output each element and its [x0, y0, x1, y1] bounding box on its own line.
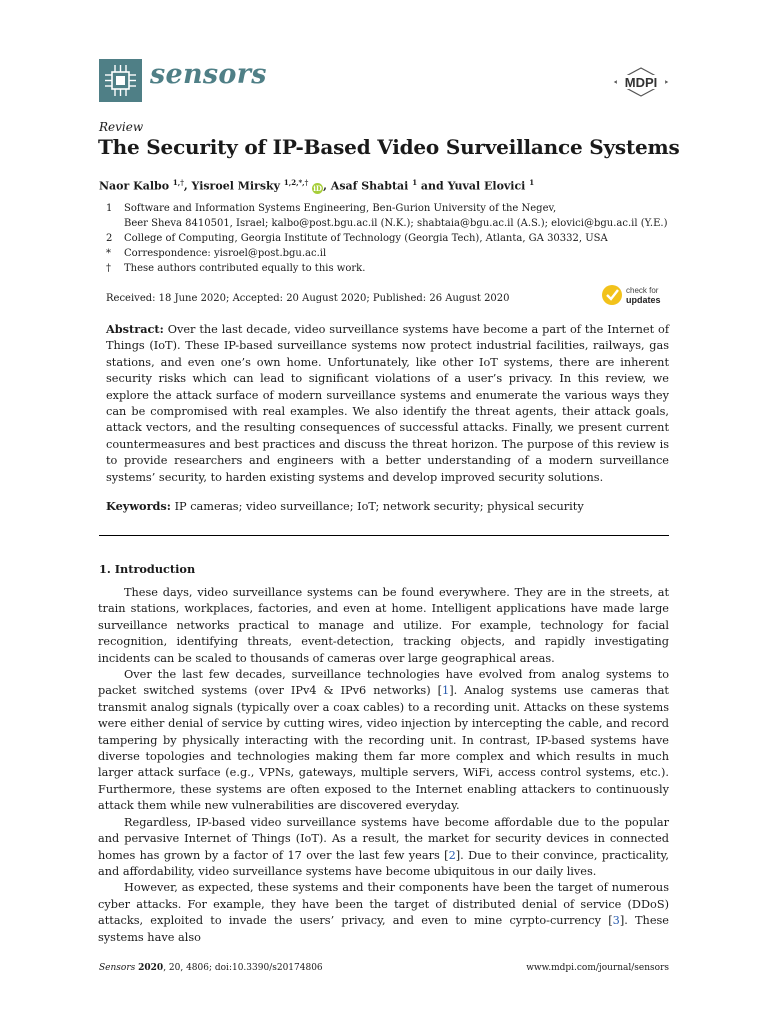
paragraph: These days, video surveillance systems can be found everywhere. They are in the streets, at train stations, workplaces, factories, and even at home. Intelligent applications have made large surveillance networks practical to manage and utilize. For example, technology for facial recognition, identifying threats, event-detection, tracking objects, and rapidly investigating incidents can be scaled to thousands of cameras over large geographical areas. — [98, 586, 669, 665]
affiliation-line: Beer Sheva 8410501, Israel; kalbo@post.bgu.ac.il (N.K.); shabtaia@bgu.ac.il (A.S.); elovici@bgu.ac.il (Y.E.) — [124, 218, 668, 229]
author-list: Naor Kalbo $^{1,\dagger}$, Yisroel Mirsky $^{1,2,*,\dagger}$ iD, Asaf Shabtai $^1$ and Yuval Elovici $^1$ — [99, 178, 535, 193]
author-affiliation-marks: 1,† — [172, 178, 184, 187]
author-name: Yisroel Mirsky — [191, 179, 281, 193]
keywords-label: Keywords: — [106, 499, 171, 513]
section-divider — [99, 535, 669, 536]
footer-citation: , 20, 4806; doi:10.3390/s20174806 — [163, 963, 323, 973]
check-badge-icon — [602, 285, 622, 305]
article-title: The Security of IP-Based Video Surveillance Systems — [98, 135, 680, 159]
keywords — [106, 499, 584, 513]
article-type: Review — [99, 120, 144, 134]
citation-link[interactable]: 2 — [448, 848, 456, 862]
paragraph: However, as expected, these systems and their components have been the target of numerous cyber attacks. For example, they have been the target of distributed denial of service (DDoS) attacks, exploited to invade the users’ privacy, and even to mine cyrpto-currency [3]. These systems have also — [98, 881, 669, 944]
publisher-label: MDPI — [624, 75, 658, 90]
check-for-label: check for — [626, 286, 659, 295]
abstract-text: Over the last decade, video surveillance systems have become a part of the Internet of Things (IoT). These IP-based surveillance systems now protect industrial facilities, railways, gas stations, and even one’s own home. Unfortunately, like other IoT systems, there are inherent security risks which can lead to significant violations of a user’s privacy. In this review, we explore the attack surface of modern surveillance systems and enumerate the various ways they can be compromised with real examples. We also identify the threat agents, their attack goals, attack vectors, and the resulting consequences of successful attacks. Finally, we present current countermeasures and best practices and discuss the threat horizon. The purpose of this review is to provide researchers and engineers with a better understanding of a modern surveillance systems’ security, to harden existing systems and develop improved security solutions. — [106, 323, 670, 484]
paragraph: Over the last few decades, surveillance technologies have evolved from analog systems to packet switched systems (over IPv4 & IPv6 networks) [1]. Analog systems use cameras that transmit analog signals (typically over a coax cables) to a recording unit. Attacks on these systems were either denial of service by cutting wires, video injection by intercepting the cable, and record tampering by physically interacting with the recording unit. In contrast, IP-based systems have diverse topologies and technologies making them far more complex and which results in much larger attack surface (e.g., VPNs, gateways, multiple servers, WiFi, access control systems, etc.). Furthermore, these systems are often exposed to the Internet enabling attackers to continuously attack them while new vulnerabilities are discovered everyday. — [98, 668, 669, 813]
journal-name: sensors — [150, 59, 267, 90]
author-affiliation-marks: 1,2,*,† — [283, 178, 309, 187]
citation-footer — [99, 963, 323, 973]
citation-link[interactable]: 1 — [442, 684, 450, 698]
footer-journal: Sensors — [99, 963, 136, 973]
orcid-icon[interactable]: iD — [313, 183, 322, 193]
publisher-logo — [613, 67, 669, 101]
abstract — [106, 321, 669, 486]
author-name: Yuval Elovici — [447, 179, 526, 193]
check-for-updates-button[interactable] — [601, 283, 671, 307]
introduction-body — [98, 585, 669, 946]
author-name: Asaf Shabtai — [330, 179, 409, 193]
keywords-text: IP cameras; video surveillance; IoT; network security; physical security — [174, 500, 584, 513]
author-affiliation-marks: 1 — [529, 178, 535, 187]
correspondence-line: * Correspondence: yisroel@post.bgu.ac.il — [106, 248, 327, 259]
journal-logo-icon — [99, 59, 142, 102]
citation-link[interactable]: 3 — [612, 914, 620, 928]
footer-year: 2020 — [138, 963, 164, 973]
affiliation-line: 2 College of Computing, Georgia Institute of Technology (Georgia Tech), Atlanta, GA 30332, USA — [106, 233, 608, 244]
equal-contribution-note: † These authors contributed equally to this work. — [106, 263, 366, 274]
section-heading: 1. Introduction — [99, 562, 196, 576]
abstract-label: Abstract: — [106, 322, 164, 336]
paragraph: Regardless, IP-based video surveillance systems have become affordable due to the popular and pervasive Internet of Things (IoT). As a result, the market for security devices in connected homes has grown by a factor of 17 over the last few years [2]. Due to their convince, practicality, and affordability, video surveillance systems have become ubiquitous in our daily lives. — [98, 815, 669, 878]
author-affiliation-marks: 1 — [412, 178, 418, 187]
journal-url-link[interactable]: www.mdpi.com/journal/sensors — [526, 963, 669, 973]
author-name: Naor Kalbo — [99, 179, 170, 193]
publication-dates: Received: 18 June 2020; Accepted: 20 August 2020; Published: 26 August 2020 — [106, 293, 510, 304]
updates-label: updates — [626, 295, 661, 305]
affiliation-line: 1 Software and Information Systems Engineering, Ben-Gurion University of the Negev, — [106, 203, 557, 214]
